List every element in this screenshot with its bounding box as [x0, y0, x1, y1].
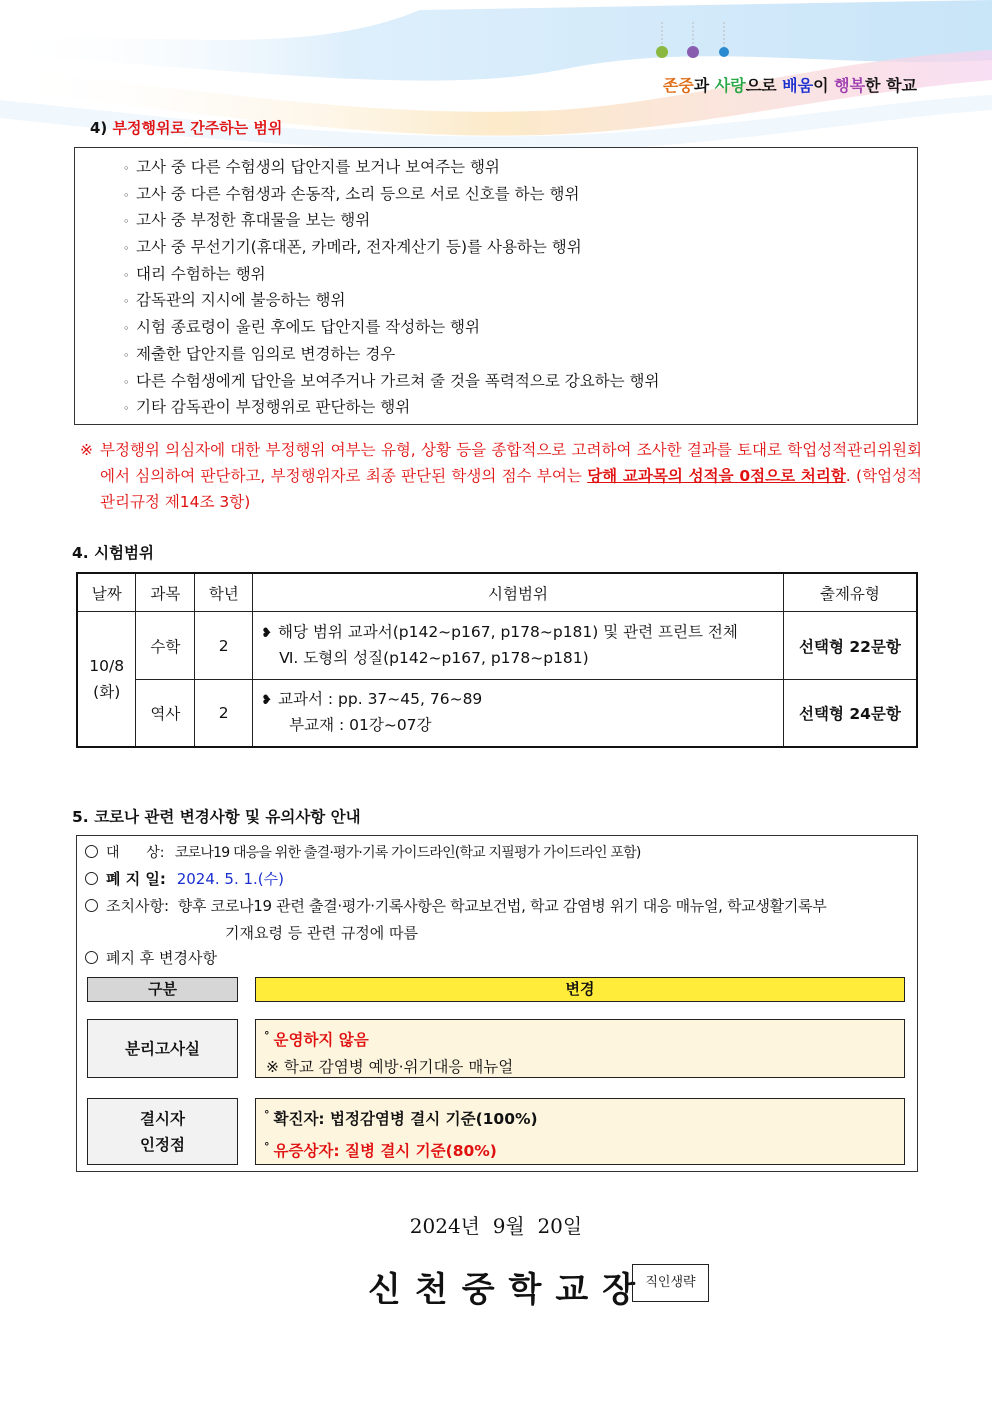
grade-cell: 2 [195, 612, 253, 680]
list-item-text: 기타 감독관이 부정행위로 판단하는 행위 [136, 398, 411, 417]
list-item [123, 181, 917, 208]
school-motto [663, 73, 917, 96]
motto-segment: 존중 [662, 76, 694, 95]
exam-date: 10/8 [89, 656, 125, 675]
date-cell [77, 612, 136, 747]
type-cell: 선택형 22문항 [783, 612, 917, 680]
row-value-absentee: ° 확진자: 법정감염병 결시 기준(100%) ° 유증상자: 질병 결시 기준(80%) [255, 1098, 905, 1165]
header-grade: 학년 [195, 573, 253, 612]
list-bullet-icon: ◦ [123, 215, 130, 229]
change-line: 확진자: 법정감염병 결시 기준(100%) [273, 1110, 538, 1128]
circle-bullet-icon [85, 845, 98, 858]
misconduct-heading [90, 117, 282, 138]
list-item-text: 고사 중 다른 수험생의 답안지를 보거나 보여주는 행위 [136, 158, 500, 176]
list-item-text: 시험 종료령이 울린 후에도 답안지를 작성하는 행위 [136, 318, 480, 337]
decorative-dots [652, 22, 742, 62]
exam-scope-title: 4. 시험범위 [72, 544, 154, 562]
type-cell: 선택형 24문항 [783, 680, 917, 747]
motto-segment: 이 [813, 76, 835, 95]
changes-row [85, 947, 217, 968]
list-bullet-icon: ◦ [123, 188, 130, 202]
list-item-text: 다른 수험생에게 답안을 보여주거나 가르쳐 줄 것을 폭력적으로 강요하는 행위 [136, 371, 660, 390]
change-line: 운영하지 않음 [273, 1031, 369, 1049]
measure-label: 조치사항: [106, 897, 170, 915]
list-item [123, 394, 917, 421]
target-value: 코로나19 대응을 위한 출결·평가·기록 가이드라인(학교 지필평가 가이드라인 포함) [174, 845, 641, 861]
decorative-dot [719, 47, 729, 57]
label-line: 결시자 [140, 1109, 185, 1128]
row-label-separate-room: 분리고사실 [87, 1019, 238, 1078]
motto-segment: 배움 [782, 76, 814, 95]
subject-cell: 수학 [136, 612, 195, 680]
motto-segment: 한 학교 [865, 76, 917, 95]
corona-title: 5. 코로나 관련 변경사항 및 유의사항 안내 [72, 808, 361, 826]
target-label: 대 상: [106, 845, 165, 861]
decorative-dot [656, 46, 668, 58]
change-header: 변경 [255, 977, 905, 1002]
range-line: 부교재 : 01강~07강 [289, 716, 432, 735]
principal-name: 신천중학교장 [368, 1270, 650, 1310]
exam-scope-table [76, 572, 918, 748]
misconduct-list-box [74, 147, 918, 425]
list-item-text: 고사 중 부정한 휴대물을 보는 행위 [136, 211, 371, 230]
table-header-row [77, 573, 917, 612]
category-header: 구분 [87, 977, 238, 1002]
note-mark: ※ [80, 441, 93, 459]
list-item [123, 154, 917, 181]
list-item-text: 고사 중 무선기기(휴대폰, 카메라, 전자계산기 등)를 사용하는 행위 [136, 238, 582, 257]
header-type: 출제유형 [783, 573, 917, 612]
measure-line: 기재요령 등 관련 규정에 따름 [225, 924, 418, 942]
list-bullet-icon: ◦ [123, 295, 130, 309]
list-bullet-icon: ◦ [123, 375, 130, 389]
list-item [123, 234, 917, 261]
list-bullet-icon: ◦ [123, 348, 130, 362]
misconduct-number: 4) [90, 119, 108, 137]
list-item-text: 제출한 답안지를 임의로 변경하는 경우 [136, 344, 396, 363]
abolish-row [85, 868, 284, 889]
list-item-text: 대리 수험하는 행위 [136, 264, 266, 283]
list-item-text: 감독관의 지시에 불응하는 행위 [136, 291, 346, 310]
list-item [123, 341, 917, 368]
abolish-label: 폐 지 일: [106, 870, 166, 888]
document-date: 2024년 9월 20일 [409, 1214, 583, 1238]
exam-day: (화) [93, 682, 121, 701]
range-cell [253, 680, 784, 747]
bullet-icon: ❥ [261, 693, 273, 709]
corona-info-box [76, 835, 918, 1172]
changes-label: 폐지 후 변경사항 [106, 949, 217, 967]
list-item [123, 287, 917, 314]
list-item-text: 고사 중 다른 수험생과 손동작, 소리 등으로 서로 신호를 하는 행위 [136, 184, 580, 203]
measure-row [85, 893, 826, 947]
list-bullet-icon: ◦ [123, 322, 130, 336]
list-bullet-icon: ◦ [123, 162, 130, 175]
circle-bullet-icon [85, 872, 98, 885]
list-item [123, 261, 917, 288]
list-item [123, 314, 917, 341]
label-line: 인정점 [140, 1135, 185, 1154]
misconduct-note [80, 437, 922, 515]
seal-box: 직인생략 [632, 1264, 709, 1302]
range-line: Ⅵ. 도형의 성질(p142~p167, p178~p181) [279, 649, 589, 667]
change-line: 유증상자: 질병 결시 기준(80%) [273, 1142, 497, 1160]
range-cell [253, 612, 784, 680]
header-date: 날짜 [77, 573, 136, 612]
table-row [77, 612, 917, 680]
abolish-value: 2024. 5. 1.(수) [176, 870, 284, 888]
subject-cell: 역사 [136, 680, 195, 747]
list-item [123, 207, 917, 234]
circle-bullet-icon [85, 951, 98, 964]
motto-segment: 사랑 [714, 76, 746, 95]
table-row [77, 680, 917, 747]
row-value-separate-room: ° 운영하지 않음 ※ 학교 감염병 예방·위기대응 매뉴얼 [255, 1019, 905, 1078]
motto-segment: 으로 [745, 76, 783, 95]
header-subject: 과목 [136, 573, 195, 612]
note-emphasis: 당해 교과목의 성적을 0점으로 처리함 [587, 467, 846, 485]
note-text: 부정행위 의심자에 대한 부정행위 여부는 유형, 상황 등을 종합적으로 고려하여 조사한 결과를 토대로 학업성적관리위원회에서 심의하여 판단하고, 부정행위자로 최종 판단된 학생의 점수 부여는 [100, 441, 922, 485]
motto-segment: 과 [693, 76, 715, 95]
bullet-icon: ❥ [261, 626, 273, 641]
note-tail: . (학업성적관리규정 제14조 3항) [100, 467, 922, 511]
list-item [123, 368, 917, 395]
target-row [85, 842, 640, 862]
row-label-absentee [87, 1098, 238, 1165]
change-line: ※ 학교 감염병 예방·위기대응 매뉴얼 [266, 1058, 514, 1076]
range-line: 해당 범위 교과서(p142~p167, p178~p181) 및 관련 프린트 전체 [278, 623, 738, 641]
list-bullet-icon: ◦ [123, 242, 130, 256]
header-range: 시험범위 [253, 573, 784, 612]
circle-bullet-icon [85, 899, 98, 912]
measure-line: 향후 코로나19 관련 출결·평가·기록사항은 학교보건법, 학교 감염병 위기 대응 매뉴얼, 학교생활기록부 [177, 897, 827, 915]
misconduct-title: 부정행위로 간주하는 범위 [112, 119, 283, 137]
range-line: 교과서 : pp. 37~45, 76~89 [278, 690, 483, 709]
misconduct-list [75, 148, 917, 421]
decorative-dot [687, 46, 699, 58]
list-bullet-icon: ◦ [123, 268, 130, 282]
grade-cell: 2 [195, 680, 253, 747]
motto-segment: 행복 [834, 76, 866, 95]
list-bullet-icon: ◦ [123, 402, 130, 416]
